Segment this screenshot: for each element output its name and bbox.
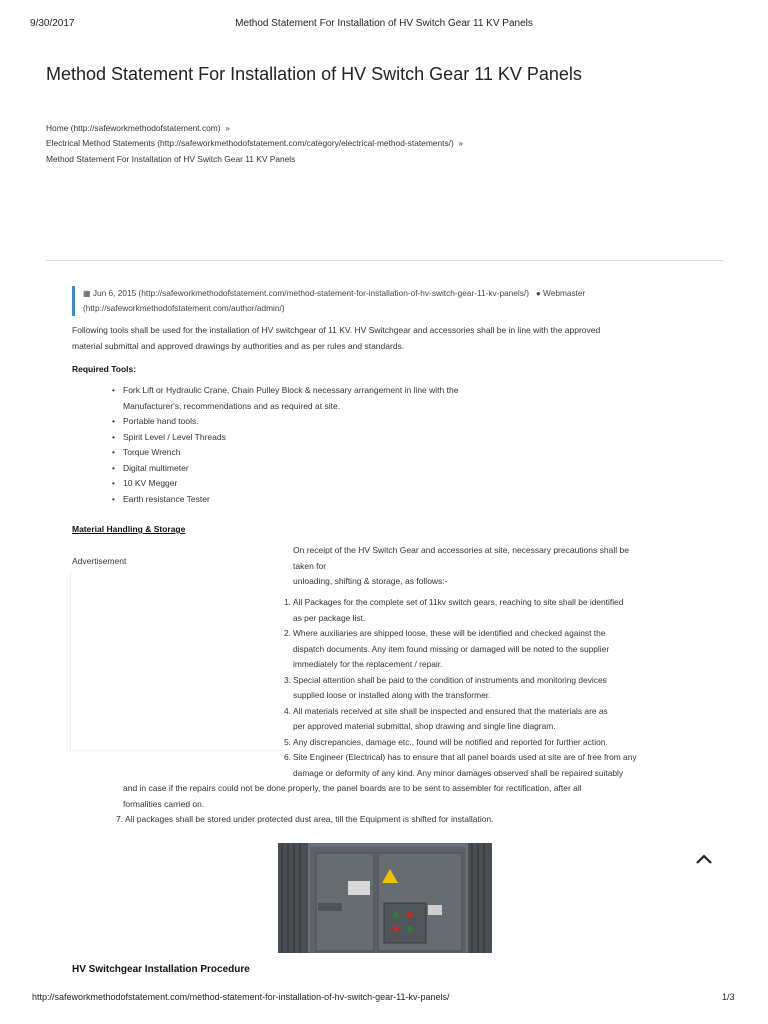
page-title: Method Statement For Installation of HV Switch Gear 11 KV Panels	[46, 64, 582, 84]
material-handling-heading: Material Handling & Storage	[72, 524, 186, 534]
item-line: Any discrepancies, damage etc., found will be notified and reported for further action.	[293, 736, 608, 747]
switchgear-photo	[278, 843, 492, 953]
author-link[interactable]: (http://safeworkmethodofstatement.com/author/admin/)	[83, 303, 285, 313]
breadcrumb-category-link[interactable]: Electrical Method Statements (http://safeworkmethodofstatement.com/category/electrical-method-statements/)	[46, 138, 454, 148]
list-item	[284, 704, 698, 735]
item-line: supplied loose or installed along with the transformer.	[293, 690, 491, 700]
material-lead	[293, 543, 699, 590]
item-line: Site Engineer (Electrical) has to ensure that all panel boards used at site are of free from any	[293, 752, 637, 762]
section-heading: HV Switchgear Installation Procedure	[72, 964, 250, 975]
list-item-continuation: Manufacturer's, recommendations and as required at site.	[123, 400, 341, 411]
breadcrumb-home-link[interactable]: Home (http://safeworkmethodofstatement.com)	[46, 123, 221, 133]
item-line: dispatch documents. Any item found missing or damaged will be noted to the supplier	[293, 643, 610, 654]
footer-url: http://safeworkmethodofstatement.com/method-statement-for-installation-of-hv-switch-gear-11-kv-panels/	[32, 992, 450, 1002]
intro-line: Following tools shall be used for the installation of HV switchgear of 11 KV. HV Switchgear and accessories shall be in line with the approved	[72, 325, 601, 335]
list-item: • Digital multimeter	[123, 461, 543, 477]
breadcrumb-separator: »	[458, 138, 464, 148]
advertisement-label: Advertisement	[72, 556, 127, 566]
user-icon: ●	[535, 289, 541, 298]
item-line: Where auxiliaries are shipped loose, these will be identified and checked against the	[293, 628, 606, 638]
calendar-icon: ▦	[83, 289, 91, 298]
item-line: damage or deformity of any kind. Any minor damages observed shall be repaired suitably	[293, 767, 624, 778]
item-number: 2.	[284, 628, 291, 638]
item-number: 4.	[284, 705, 291, 716]
divider	[46, 260, 724, 261]
tools-list	[123, 383, 543, 507]
item-number: 6.	[284, 752, 291, 762]
item-number: 3.	[284, 674, 291, 685]
list-item	[284, 673, 698, 704]
post-date-link[interactable]: Jun 6, 2015 (http://safeworkmethodofstatement.com/method-statement-for-installation-of-hv-switch-gear-11-kv-panels/)	[92, 288, 529, 298]
item-line: as per package list.	[293, 612, 366, 623]
intro-line: material submittal and approved drawings by authorities and as per rules and standards.	[72, 340, 405, 351]
list-item	[284, 595, 698, 626]
list-item-7: 7. All packages shall be stored under protected dust area, till the Equipment is shifted for installation.	[116, 814, 494, 824]
lead-line: On receipt of the HV Switch Gear and accessories at site, necessary precautions shall be	[293, 545, 629, 555]
breadcrumb-current: Method Statement For Installation of HV Switch Gear 11 KV Panels	[46, 154, 296, 164]
item-line: per approved material submittal, shop drawing and single line diagram.	[293, 721, 556, 731]
advertisement-slot	[70, 572, 283, 751]
breadcrumb-separator: »	[225, 123, 230, 133]
list-item: • Spirit Level / Level Threads	[123, 430, 543, 446]
list-item	[284, 750, 698, 781]
list-item	[284, 626, 698, 673]
item-number: 1.	[284, 597, 291, 607]
item-number: 5.	[284, 736, 291, 747]
item-line: formalities carried on.	[123, 798, 205, 809]
chevron-up-icon[interactable]	[694, 852, 714, 866]
page-number: 1/3	[722, 992, 735, 1002]
item6-continuation	[123, 781, 698, 812]
lead-line: taken for	[293, 560, 327, 571]
item-line: All materials received at site shall be inspected and ensured that the materials are as	[293, 705, 608, 716]
list-item	[284, 735, 698, 751]
lead-line: unloading, shifting & storage, as follows:-	[293, 576, 448, 586]
item-line: and in case if the repairs could not be done properly, the panel boards are to be sent to assembler for rectification, after all	[123, 783, 582, 793]
required-tools-heading: Required Tools:	[72, 364, 137, 374]
list-item: • Fork Lift or Hydraulic Crane, Chain Pulley Block & necessary arrangement in line with the	[123, 383, 543, 399]
list-item: • Earth resistance Tester	[123, 492, 543, 508]
print-title: Method Statement For Installation of HV Switch Gear 11 KV Panels	[235, 18, 533, 29]
post-meta	[72, 286, 723, 316]
list-item: • Torque Wrench	[123, 445, 543, 461]
print-date: 9/30/2017	[30, 18, 75, 29]
list-item: • Portable hand tools.	[123, 414, 543, 430]
item-line: immediately for the replacement / repair.	[293, 659, 443, 669]
item-line: Special attention shall be paid to the condition of instruments and monitoring devices	[293, 674, 607, 685]
intro-paragraph	[72, 323, 702, 354]
item-line: All Packages for the complete set of 11kv switch gears, reaching to site shall be identified	[293, 597, 624, 607]
post-author[interactable]: Webmaster	[543, 288, 586, 298]
material-handling-list	[284, 595, 698, 781]
list-item: • 10 KV Megger	[123, 476, 543, 492]
